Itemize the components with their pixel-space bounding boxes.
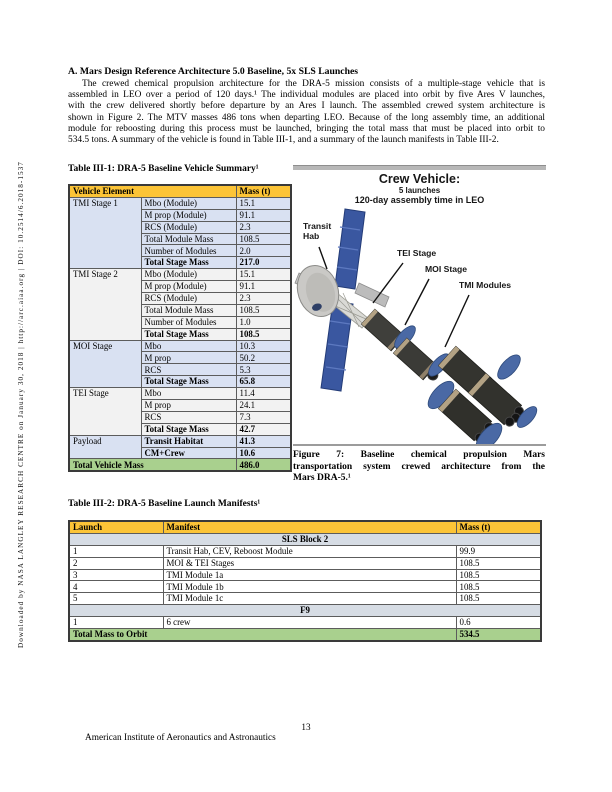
mass-cell: 0.6 xyxy=(456,617,541,629)
table-cell: 2.0 xyxy=(236,245,291,257)
table-row xyxy=(69,617,541,629)
manifest-cell: TMI Module 1c xyxy=(163,593,456,605)
table-row xyxy=(69,269,291,281)
table-cell: Mbo (Module) xyxy=(141,269,236,281)
mass-cell: 108.5 xyxy=(456,593,541,605)
total-row xyxy=(69,459,291,471)
table-cell: Number of Modules xyxy=(141,245,236,257)
vehicle-summary-table xyxy=(68,184,292,472)
table-cell: 11.4 xyxy=(236,388,291,400)
table-cell: RCS (Module) xyxy=(141,293,236,305)
table-cell: 41.3 xyxy=(236,435,291,447)
table-cell: 15.1 xyxy=(236,269,291,281)
table-cell: 91.1 xyxy=(236,209,291,221)
launch-cell: 1 xyxy=(69,617,163,629)
footer-credit: American Institute of Aeronautics and Astronautics xyxy=(85,733,276,743)
table-cell: M prop xyxy=(141,400,236,412)
paragraph-line: module for reboosting during this process must be launched, bringing the total mass that must be placed into orbit to xyxy=(68,123,545,134)
label-transit-hab xyxy=(303,222,331,241)
table-cell: Total Stage Mass xyxy=(141,423,236,435)
figure-caption xyxy=(293,450,545,485)
table-row xyxy=(69,593,541,605)
label-transit-line2: Hab xyxy=(303,230,320,241)
section-title-cell: SLS Block 2 xyxy=(69,533,541,545)
table-cell: Total Stage Mass xyxy=(141,328,236,340)
manifest-cell: Transit Hab, CEV, Reboost Module xyxy=(163,545,456,557)
label-transit-line1: Transit xyxy=(303,221,332,231)
table-cell: Mbo (Module) xyxy=(141,197,236,209)
table-row xyxy=(69,581,541,593)
paragraph-line: 534.5 tons. A summary of the vehicle is found in Table III-1, and a summary of the launch manifests in Table III-2. xyxy=(68,134,499,145)
table-cell: Total Module Mass xyxy=(141,304,236,316)
table-header-row xyxy=(69,521,541,533)
table-cell: Total Stage Mass xyxy=(141,376,236,388)
paragraph-line: The crewed chemical propulsion architecture for the DRA-5 mission consists of a multiple-stage vehicle that is xyxy=(82,79,545,89)
table-header-row xyxy=(69,185,291,197)
table-cell: 91.1 xyxy=(236,281,291,293)
table-cell: M prop xyxy=(141,352,236,364)
group-name-cell: MOI Stage xyxy=(69,340,141,388)
figure-caption-line: Mars DRA-5.¹ xyxy=(293,473,351,483)
launch-cell: 2 xyxy=(69,557,163,569)
table-cell: 42.7 xyxy=(236,423,291,435)
table-cell: 217.0 xyxy=(236,257,291,269)
table2-caption: Table III-2: DRA-5 Baseline Launch Manifests¹ xyxy=(68,499,261,509)
table-cell: 10.3 xyxy=(236,340,291,352)
manifest-cell: TMI Module 1a xyxy=(163,569,456,581)
table-cell: 1.0 xyxy=(236,316,291,328)
figure-caption-line: transportation system crewed architecture from the xyxy=(293,461,545,472)
section-row xyxy=(69,533,541,545)
mass-cell: 108.5 xyxy=(456,557,541,569)
table-cell: RCS xyxy=(141,411,236,423)
paragraph-line: with the crew delivered shortly before departure by an Ares I launch. The assembled crewed system architecture is xyxy=(68,101,545,112)
table-row xyxy=(69,569,541,581)
table-cell: Total Stage Mass xyxy=(141,257,236,269)
column-header: Launch xyxy=(69,521,163,533)
table-cell: Transit Habitat xyxy=(141,435,236,447)
spacecraft-illustration xyxy=(293,169,546,446)
figure-subtitle-launches: 5 launches xyxy=(398,186,441,195)
table-cell: 7.3 xyxy=(236,411,291,423)
table-cell: 2.3 xyxy=(236,221,291,233)
label-tmi-modules: TMI Modules xyxy=(459,280,512,290)
table-cell: 50.2 xyxy=(236,352,291,364)
table-row xyxy=(69,197,291,209)
section-title-cell: F9 xyxy=(69,605,541,617)
section-row xyxy=(69,605,541,617)
total-row xyxy=(69,629,541,641)
vehicle-summary-table-body xyxy=(69,185,291,471)
figure-caption-line: Figure 7: Baseline chemical propulsion Mars xyxy=(293,450,545,460)
table-cell: Mbo xyxy=(141,388,236,400)
table-row xyxy=(69,557,541,569)
table-cell: Total Module Mass xyxy=(141,233,236,245)
figure-subtitle-assembly: 120-day assembly time in LEO xyxy=(354,195,485,205)
figure-title: Crew Vehicle: xyxy=(378,172,461,186)
mass-cell: 108.5 xyxy=(456,569,541,581)
mass-cell: 99.9 xyxy=(456,545,541,557)
paragraph-line: assembled in LEO over a period of 120 days.¹ The individual modules are placed into orbit by five Ares V launches, xyxy=(68,90,545,101)
group-name-cell: TMI Stage 1 xyxy=(69,197,141,268)
table-cell: 65.8 xyxy=(236,376,291,388)
column-header: Mass (t) xyxy=(236,185,291,197)
table-cell: 108.5 xyxy=(236,304,291,316)
table1-caption: Table III-1: DRA-5 Baseline Vehicle Summary¹ xyxy=(68,164,259,174)
column-header: Vehicle Element xyxy=(69,185,236,197)
table-cell: 10.6 xyxy=(236,447,291,459)
table-row xyxy=(69,545,541,557)
download-provenance-note: Downloaded by NASA LANGLEY RESEARCH CENTRE on January 30, 2018 | http://arc.aiaa.org | DOI: 10.2514/6.2018-1537 xyxy=(17,161,25,648)
table-cell: 2.3 xyxy=(236,293,291,305)
manifest-cell: TMI Module 1b xyxy=(163,581,456,593)
table-cell: CM+Crew xyxy=(141,447,236,459)
table-cell: 108.5 xyxy=(236,233,291,245)
column-header: Mass (t) xyxy=(456,521,541,533)
section-heading: A. Mars Design Reference Architecture 5.0 Baseline, 5x SLS Launches xyxy=(68,66,359,77)
launch-manifest-table xyxy=(68,520,542,642)
group-name-cell: TEI Stage xyxy=(69,388,141,436)
table-cell: 108.5 xyxy=(236,328,291,340)
figure-bottom-border xyxy=(293,444,546,446)
table-cell: M prop (Module) xyxy=(141,281,236,293)
manifest-cell: 6 crew xyxy=(163,617,456,629)
paragraph-line: shown in Figure 2. The MTV masses 486 tons when departing LEO. Because of the long assembly time, an additional xyxy=(68,112,545,123)
label-tei-stage: TEI Stage xyxy=(397,248,437,258)
table-cell: M prop (Module) xyxy=(141,209,236,221)
launch-cell: 5 xyxy=(69,593,163,605)
column-header: Manifest xyxy=(163,521,456,533)
mass-cell: 108.5 xyxy=(456,581,541,593)
table-row xyxy=(69,435,291,447)
table-cell: Number of Modules xyxy=(141,316,236,328)
table-cell: 24.1 xyxy=(236,400,291,412)
launch-manifest-table-body xyxy=(69,521,541,641)
total-label-cell: Total Vehicle Mass xyxy=(69,459,236,471)
label-moi-stage: MOI Stage xyxy=(425,264,468,274)
group-name-cell: Payload xyxy=(69,435,141,459)
body-paragraph xyxy=(68,79,545,146)
page-number: 13 xyxy=(301,722,311,732)
table-cell: 15.1 xyxy=(236,197,291,209)
table-cell: RCS xyxy=(141,364,236,376)
manifest-cell: MOI & TEI Stages xyxy=(163,557,456,569)
total-value-cell: 486.0 xyxy=(236,459,291,471)
table-cell: RCS (Module) xyxy=(141,221,236,233)
launch-cell: 1 xyxy=(69,545,163,557)
total-label-cell: Total Mass to Orbit xyxy=(69,629,456,641)
table-row xyxy=(69,388,291,400)
group-name-cell: TMI Stage 2 xyxy=(69,269,141,340)
table-cell: 5.3 xyxy=(236,364,291,376)
table-cell: Mbo xyxy=(141,340,236,352)
total-value-cell: 534.5 xyxy=(456,629,541,641)
figure-panel xyxy=(293,165,546,446)
launch-cell: 4 xyxy=(69,581,163,593)
table-row xyxy=(69,340,291,352)
launch-cell: 3 xyxy=(69,569,163,581)
